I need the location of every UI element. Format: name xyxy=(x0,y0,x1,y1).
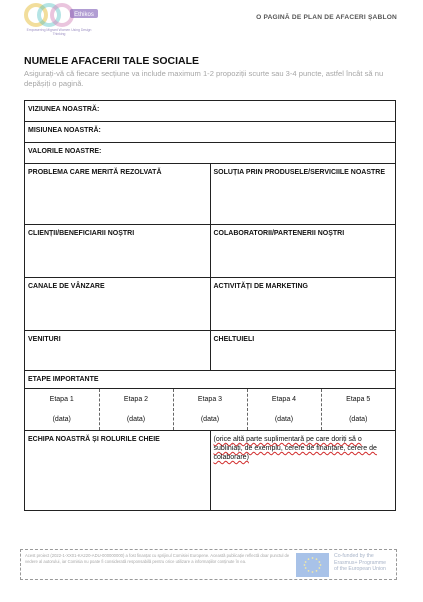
extra-field[interactable] xyxy=(210,431,396,511)
clients-field[interactable] xyxy=(25,225,211,278)
clients-label: CLIENȚII/BENEFICIARII NOȘTRI xyxy=(28,230,135,237)
sales-channels-label: CANALE DE VÂNZARE xyxy=(28,283,105,290)
values-field[interactable] xyxy=(25,143,396,164)
costs-label: CHELTUIELI xyxy=(213,336,255,343)
eu-flag-icon xyxy=(296,553,329,577)
milestone-date: (data) xyxy=(349,416,368,423)
milestone-date: (data) xyxy=(274,416,294,423)
milestone-name: Etapa 1 xyxy=(49,396,74,403)
brand-tagline: Empowering Migrant Women Using Design Thinking xyxy=(26,28,92,37)
milestone-name: Etapa 2 xyxy=(123,396,149,403)
eu-line: Co-funded by the xyxy=(334,553,374,559)
brand-badge-text: Ethikos xyxy=(74,12,94,18)
milestones-header xyxy=(25,371,396,389)
milestone-cell[interactable] xyxy=(321,389,395,430)
milestone-cell[interactable] xyxy=(25,389,99,430)
business-plan-table xyxy=(24,100,396,511)
milestone-date: (data) xyxy=(52,416,71,423)
milestone-name: Etapa 3 xyxy=(197,396,223,403)
costs-field[interactable] xyxy=(210,331,396,371)
mission-field[interactable] xyxy=(25,122,396,143)
values-label: VALORILE NOASTRE: xyxy=(28,148,102,155)
eu-line: of the European Union xyxy=(334,566,386,573)
milestones-label: ETAPE IMPORTANTE xyxy=(28,376,99,383)
problem-label: PROBLEMA CARE MERITĂ REZOLVATĂ xyxy=(28,169,162,176)
marketing-field[interactable] xyxy=(210,278,396,331)
marketing-label: ACTIVITĂȚI DE MARKETING xyxy=(213,283,308,290)
document-type: O PAGINĂ DE PLAN DE AFACERI ȘABLON xyxy=(256,14,397,21)
vision-field[interactable] xyxy=(25,101,396,122)
problem-field[interactable] xyxy=(25,164,211,225)
revenue-label: VENITURI xyxy=(28,336,61,343)
mission-label: MISIUNEA NOASTRĂ: xyxy=(28,127,101,134)
funding-disclaimer: Acest proiect (2022-1-XX01-KA220-ADU-000000000) a fost finanțat cu sprijinul Comisiei Europene. Această publicație reflectă doar punctul de vedere al autorului, iar Comisia nu poate fi considerată responsabilă pentru orice utilizare a informațiilor conținute în ea. xyxy=(25,553,290,564)
milestone-date: (data) xyxy=(200,416,220,423)
team-field[interactable] xyxy=(25,431,211,511)
milestone-date: (data) xyxy=(126,416,146,423)
milestone-cell[interactable] xyxy=(99,389,173,430)
vision-label: VIZIUNEA NOASTRĂ: xyxy=(28,106,100,113)
team-label: ECHIPA NOASTRĂ ȘI ROLURILE CHEIE xyxy=(28,436,160,443)
partners-field[interactable] xyxy=(210,225,396,278)
milestones-row xyxy=(25,389,396,431)
milestone-cell[interactable] xyxy=(247,389,321,430)
milestone-cell[interactable] xyxy=(173,389,247,430)
milestone-name: Etapa 5 xyxy=(346,396,371,403)
partners-label: COLABORATORII/PARTENERII NOȘTRI xyxy=(213,230,345,237)
extra-note: (orice altă parte suplimentară pe care doriți să o subliniați, de exemplu, cerere de finanțare, cerere de colaborare) xyxy=(213,436,377,461)
solution-field[interactable] xyxy=(210,164,396,225)
funding-footer xyxy=(20,549,397,580)
page-instructions: Asigurați-vă că fiecare secțiune va include maximum 1-2 propoziții scurte sau 3-4 puncte, astfel încât să nu depășiți o pagină. xyxy=(24,69,384,88)
milestones-grid xyxy=(25,389,395,430)
sales-channels-field[interactable] xyxy=(25,278,211,331)
revenue-field[interactable] xyxy=(25,331,211,371)
eu-cofunded-text xyxy=(334,553,396,573)
milestone-name: Etapa 4 xyxy=(271,396,297,403)
page-title[interactable]: NUMELE AFACERII TALE SOCIALE xyxy=(24,55,200,67)
eu-line: Erasmus+ Programme xyxy=(334,559,387,566)
solution-label: SOLUȚIA PRIN PRODUSELE/SERVICIILE NOASTRE xyxy=(213,169,386,176)
